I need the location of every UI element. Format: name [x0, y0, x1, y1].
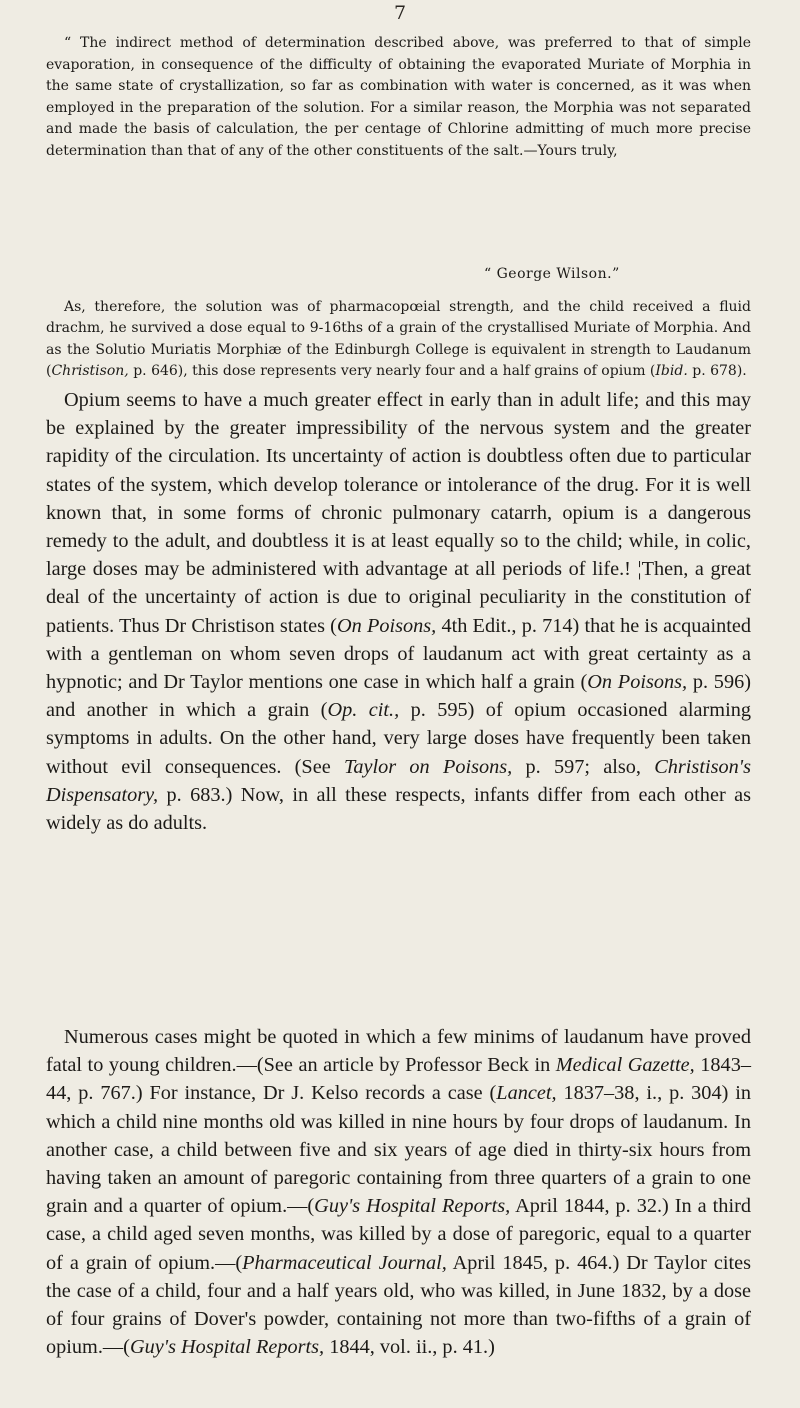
letter-paragraph: “ The indirect method of determination described above, was preferred to that of simple evaporation, in consequence of the difficulty of obtaining the evaporated Muriate of Morphia in the same state of crystallization, so far as combination with water is concerned, as it was when employed in the preparation of the solution. For a similar reason, the Morphia was not separated and made the basis of calculation, the per centage of Chlorine admitting of much more precise determination than that of any of the other constituents of the salt.—Yours truly, [46, 35, 751, 159]
opium-paragraph [46, 386, 751, 837]
dose-text-a: As, therefore, the solution was of pharmacopœial strength, and the child received a fluid drachm, he survived a dose equal to 9-16ths of a grain of the crystallised Muriate of Morphia. And as the Solutio Muriatis Morphiæ of the Edinburgh College is equivalent in strength to Laudanum ( [46, 299, 751, 380]
opium-citation-c: Op. cit., [327, 699, 400, 722]
dose-text-c: p. 678). [687, 363, 747, 380]
opium-citation-a: On Poisons, [336, 614, 437, 637]
cases-text-c: 1837–38, i., p. 304) in which a child nine months old was killed in nine hours by four drops of laudanum. In another case, a child between five and six years of age died in thirty-six hours from having taken an amount of paregoric containing from three quarters of a grain to one grain and a quarter of opium.—( [46, 1082, 752, 1218]
cases-text-d: April 1844, p. 32.) In a third case, a child aged seven months, was killed by a dose of paregoric, equal to a quarter of a grain of opium.—( [46, 1195, 751, 1274]
opium-text-f: p. 683.) Now, in all these respects, infants differ from each other as widely as do adults. [46, 783, 751, 835]
cases-paragraph [46, 1023, 751, 1361]
dose-citation-a: Christison, [51, 363, 129, 380]
cases-text-f: 1844, vol. ii., p. 41.) [324, 1336, 495, 1359]
opium-citation-b: On Poisons, [587, 671, 688, 694]
dose-text-b: p. 646), this dose represents very nearly four and a half grains of opium ( [128, 363, 656, 380]
cases-citation-a: Medical Gazette, [555, 1054, 695, 1077]
opium-text-c: p. 596) and another in which a grain ( [46, 671, 751, 722]
opium-citation-e: Christison's Dispensatory, [46, 755, 751, 806]
cases-citation-d: Pharmaceutical Journal, [242, 1251, 447, 1274]
opium-text-d: p. 595) of opium occasioned alarming symptoms in adults. On the other hand, very large doses have frequently been taken without evil consequences. (See [46, 699, 751, 778]
opium-text-b: 4th Edit., p. 714) that he is acquainted with a gentleman on whom seven drops of laudanum act with great certainty as a hypnotic; and Dr Taylor mentions one case in which half a grain ( [46, 614, 751, 694]
cases-text-a: Numerous cases might be quoted in which a few minims of laudanum have proved fatal to young children.—(See an article by Professor Beck in [46, 1026, 751, 1077]
cases-citation-c: Guy's Hospital Reports, [314, 1195, 511, 1218]
letter-signature: “ George Wilson.” [484, 266, 620, 282]
page-number: 7 [393, 2, 407, 24]
cases-text-b: 1843–44, p. 767.) For instance, Dr J. Kelso records a case ( [46, 1054, 751, 1105]
opium-text-a: Opium seems to have a much greater effect in early than in adult life; and this may be explained by the greater impressibility of the nervous system and the greater rapidity of the circulation. Its uncertainty of action is doubtless often due to particular states of the system, which develop tolerance or intolerance of the drug. For it is well known that, in some forms of chronic pulmonary catarrh, opium is a dangerous remedy to the adult, and doubtless it is at least equally so to the child; while, in colic, large doses may be administered with advantage at all periods of life.! ¦Then, a great deal of the uncertainty of action is due to original peculiarity in the constitution of patients. Thus Dr Christison states ( [46, 389, 751, 637]
cases-citation-b: Lancet, [496, 1082, 557, 1105]
opium-citation-d: Taylor on Poisons, [343, 755, 513, 778]
opium-text-e: p. 597; also, [512, 755, 655, 778]
dose-paragraph [46, 297, 751, 383]
cases-text-e: April 1845, p. 464.) Dr Taylor cites the case of a child, four and a half years old, who was killed, in June 1832, by a dose of four grains of Dover's powder, containing not more than two-fifths of a grain of opium.—( [46, 1251, 751, 1359]
dose-citation-b: Ibid. [655, 363, 688, 380]
cases-citation-e: Guy's Hospital Reports, [129, 1336, 325, 1359]
